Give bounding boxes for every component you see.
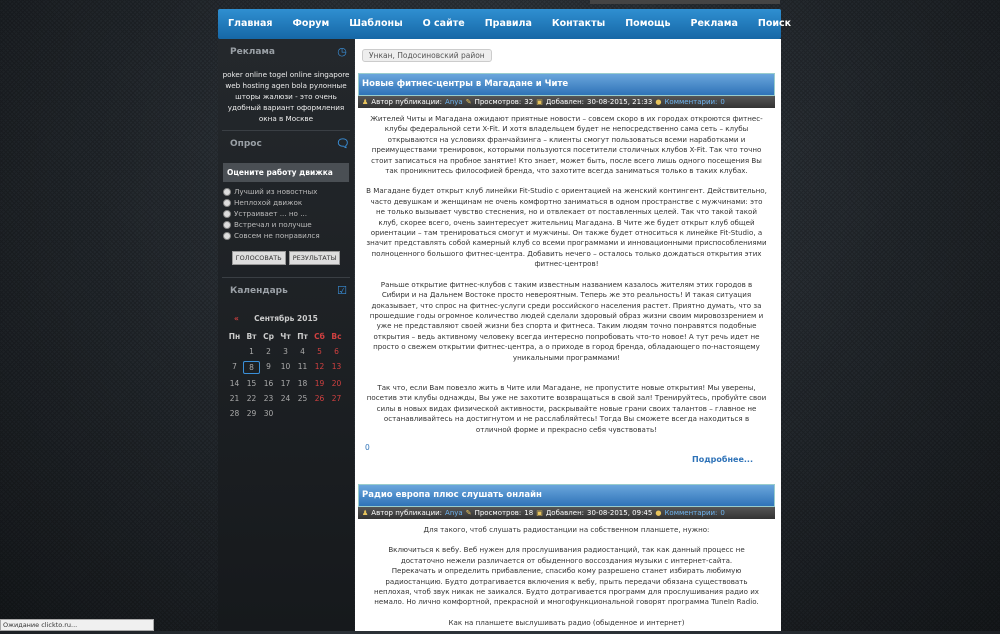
radio-icon[interactable] bbox=[223, 232, 231, 240]
calendar-weekday: Ср bbox=[263, 332, 274, 341]
sidebar bbox=[218, 39, 354, 631]
vote-button[interactable]: ГОЛОСОВАТЬ bbox=[232, 251, 286, 265]
calendar-day[interactable]: 22 bbox=[246, 394, 257, 403]
calendar-day[interactable]: 25 bbox=[297, 394, 308, 403]
author-icon: ♟ bbox=[362, 98, 369, 106]
nav-link[interactable]: Шаблоны bbox=[349, 18, 403, 29]
nav-link[interactable]: Реклама bbox=[690, 18, 738, 29]
nav-link[interactable]: Главная bbox=[228, 18, 273, 29]
comments-label[interactable]: Комментарии: bbox=[664, 509, 718, 517]
post-paragraph: Включиться к вебу. Веб нужен для прослушивания радиостанций, так как данный процесс не достаточно нежели различается от обыденного воссоздания музыки с интернет-сайта. bbox=[388, 545, 745, 565]
post-date: 30-08-2015, 21:33 bbox=[587, 98, 653, 106]
post-body bbox=[358, 519, 775, 634]
calendar-day bbox=[311, 408, 328, 419]
calendar-day[interactable]: 5 bbox=[317, 347, 322, 356]
calendar-day bbox=[294, 408, 311, 419]
author-icon: ♟ bbox=[362, 509, 369, 517]
top-bar bbox=[590, 0, 780, 4]
post-2 bbox=[358, 484, 775, 634]
author-link[interactable]: Anya bbox=[445, 509, 463, 517]
radio-icon[interactable] bbox=[223, 221, 231, 229]
calendar-day[interactable]: 1 bbox=[249, 347, 254, 356]
poll-option-label: Лучший из новостных bbox=[234, 187, 318, 196]
calendar-day[interactable]: 12 bbox=[314, 362, 325, 371]
poll-option[interactable] bbox=[218, 230, 354, 241]
poll-option-label: Устраивает ... но ... bbox=[234, 209, 308, 218]
post-paragraph: Перекачать и определить прибавление, спасибо кому разрешено станет избирать любимую радиостанцию. Будто дотрагивается включения к вебу, прыть передачи обязана существовать неплохая, чтоб звук никак не заикался. Будто дотрагивается программ для прослушивания радио их немало. Но лично комфортной, прекрасной и многофункциональной говорят программа TuneIn Radio. bbox=[373, 566, 760, 607]
calendar-day[interactable]: 15 bbox=[246, 379, 257, 388]
radio-icon[interactable] bbox=[223, 210, 231, 218]
poll-block-title bbox=[218, 131, 354, 157]
calendar-day[interactable]: 2 bbox=[266, 347, 271, 356]
views-icon: ✎ bbox=[465, 98, 472, 106]
results-button[interactable]: РЕЗУЛЬТАТЫ bbox=[289, 251, 341, 265]
calendar-day[interactable]: 30 bbox=[263, 409, 274, 418]
calendar-day bbox=[328, 408, 345, 419]
poll-options bbox=[218, 186, 354, 241]
calendar-prev-link[interactable]: « bbox=[234, 314, 239, 323]
calendar-day[interactable]: 26 bbox=[314, 394, 325, 403]
author-link[interactable]: Anya bbox=[445, 98, 463, 106]
ads-links[interactable]: poker online togel online singapore web hosting agen bola рулонные шторы жалюзи - это очень удобный вариант оформления окна в Москве bbox=[222, 70, 350, 123]
poll-option-label: Встречал и получше bbox=[234, 220, 312, 229]
views-count: 18 bbox=[524, 509, 534, 517]
calendar-weekday: Вт bbox=[246, 332, 257, 341]
nav-link[interactable]: Помощь bbox=[625, 18, 671, 29]
clock-icon: ◷ bbox=[337, 45, 347, 58]
calendar-day[interactable]: 23 bbox=[263, 394, 274, 403]
rating-zero: 0 bbox=[365, 443, 370, 452]
calendar-day[interactable]: 27 bbox=[331, 394, 342, 403]
breadcrumb[interactable]: Ункан, Подосиновский район bbox=[362, 49, 492, 62]
date-label: Добавлен: bbox=[545, 509, 585, 517]
date-icon: ▣ bbox=[536, 98, 543, 106]
post-title[interactable]: Новые фитнес-центры в Магадане и Чите bbox=[358, 73, 775, 96]
calendar-weekday: Пт bbox=[297, 332, 308, 341]
read-more-link[interactable]: Подробнее... bbox=[692, 455, 753, 464]
post-body bbox=[358, 108, 775, 441]
calendar-weekday: Чт bbox=[280, 332, 291, 341]
radio-icon[interactable] bbox=[223, 188, 231, 196]
calendar-day[interactable]: 3 bbox=[283, 347, 288, 356]
author-label: Автор публикации: bbox=[371, 98, 443, 106]
calendar-weekday: Сб bbox=[314, 332, 325, 341]
calendar-day[interactable]: 7 bbox=[232, 362, 237, 371]
calendar-day[interactable]: 28 bbox=[229, 409, 240, 418]
ads-title: Реклама bbox=[230, 47, 275, 57]
date-label: Добавлен: bbox=[545, 98, 585, 106]
nav-link[interactable]: Контакты bbox=[551, 18, 606, 29]
comments-icon: ● bbox=[655, 509, 662, 517]
comments-icon: ● bbox=[655, 98, 662, 106]
poll-option[interactable] bbox=[218, 219, 354, 230]
comments-count[interactable]: 0 bbox=[720, 98, 725, 106]
poll-option-label: Неплохой движок bbox=[234, 198, 303, 207]
comments-count[interactable]: 0 bbox=[720, 509, 725, 517]
post-paragraph: Жителей Читы и Магадана ожидают приятные новости – совсем скоро в их городах откроются фитнес-клубы федеральной сети X-Fit. И хотя владельцем будет не непосредственно сама сеть – клубы открываются на условиях франчайзинга – клиенты смогут пользоваться всеми наработками и преимуществами тренировок, которыми пользуются посетители столичных клубов X-Fit. Так что точно стоит записаться на пробное занятие! Кто знает, может быть, после всего лишь одного посещения Вы так проникнитесь философией бренда, что захотите всегда заниматься только в таких клубах. bbox=[370, 114, 763, 176]
comments-label[interactable]: Комментарии: bbox=[664, 98, 718, 106]
poll-option[interactable] bbox=[218, 208, 354, 219]
post-title[interactable]: Радио европа плюс слушать онлайн bbox=[358, 484, 775, 507]
post-paragraph: Раньше открытие фитнес-клубов с таким известным названием казалось жителям этих городов в Сибири и на Дальнем Востоке просто невероятным. Теперь же это реальность! И такая ситуация доказывает, что спрос на фитнес-услуги среди российского населения растет. Приятно думать, что за прошедшие годы огромное количество людей сделали здоровый образ жизни своим мировоззрением и уже не представляют своей жизни без спорта и фитнеса. Таким людям точно понравятся подобные открытия – ведь активному человеку всегда интересно попробовать что-то новое! А тут речь идет не просто о свежем открытии фитнес-центра, а о приходе в город бренда, обладающего по-настоящему уникальными программами! bbox=[369, 279, 764, 362]
calendar-weekday: Пн bbox=[228, 332, 241, 341]
calendar-day[interactable]: 29 bbox=[246, 409, 257, 418]
calendar-day[interactable]: 17 bbox=[280, 379, 291, 388]
calendar-day bbox=[277, 408, 294, 419]
date-icon: ▣ bbox=[536, 509, 543, 517]
calendar-day[interactable]: 19 bbox=[314, 379, 325, 388]
author-label: Автор публикации: bbox=[371, 509, 443, 517]
poll-option[interactable] bbox=[218, 197, 354, 208]
calendar-day[interactable]: 9 bbox=[266, 362, 271, 371]
poll-question: Оцените работу движка bbox=[223, 163, 349, 182]
post-meta bbox=[358, 507, 775, 519]
main-nav bbox=[218, 9, 792, 39]
nav-link[interactable]: О сайте bbox=[422, 18, 465, 29]
calendar-day[interactable]: 24 bbox=[280, 394, 291, 403]
calendar-grid bbox=[226, 331, 354, 419]
calendar-day[interactable]: 16 bbox=[263, 379, 274, 388]
nav-link[interactable]: Поиск bbox=[757, 18, 792, 29]
nav-link[interactable]: Правила bbox=[484, 18, 532, 29]
chat-bubble-icon: 🗨 bbox=[336, 137, 350, 150]
post-paragraph: Как на планшете выслушивать радио (обыденное и интернет) bbox=[448, 617, 685, 627]
calendar-day[interactable]: 8 bbox=[243, 361, 260, 374]
post-paragraph: Для такого, чтоб слушать радиостанции на собственном планшете, нужно: bbox=[423, 525, 710, 534]
poll-buttons bbox=[218, 251, 354, 265]
browser-status-bar: Ожидание clickto.ru... bbox=[0, 619, 154, 631]
views-count: 32 bbox=[524, 98, 534, 106]
calendar-title: Календарь bbox=[230, 286, 288, 296]
post-paragraph: Так что, если Вам повезло жить в Чите или Магадане, не пропустите новые открытия! Мы уверены, посетив эти клубы однажды, Вы уже не захотите возвращаться в свой зал! Тренируйтесь, пробуйте свои силы в новых видах физической активности, раскрывайте новые грани своих талантов – главное не останавливайтесь на достигнутом и не расслабляйтесь! Тогда Вы сможете всегда находиться в отличной форме и прекрасно себя чувствовать! bbox=[366, 382, 767, 434]
nav-link[interactable]: Форум bbox=[292, 18, 330, 29]
calendar-day[interactable]: 4 bbox=[300, 347, 305, 356]
calendar-day[interactable]: 14 bbox=[229, 379, 240, 388]
radio-icon[interactable] bbox=[223, 199, 231, 207]
calendar-block-title bbox=[218, 278, 354, 304]
poll-option[interactable] bbox=[218, 186, 354, 197]
calendar-day bbox=[226, 346, 243, 357]
calendar-day[interactable]: 6 bbox=[334, 347, 339, 356]
calendar-weekday: Вс bbox=[331, 332, 342, 341]
post-date: 30-08-2015, 09:45 bbox=[587, 509, 653, 517]
main-content bbox=[355, 39, 781, 631]
ads-block-title bbox=[218, 39, 354, 65]
checkbox-icon: ☑ bbox=[337, 284, 347, 297]
post-paragraph: В Магадане будет открыт клуб линейки Fit-Studio с ориентацией на женский контингент. Действительно, часто девушкам и женщинам не очень комфортно заниматься в одном пространстве с мужчинами: это не только вызывает чувство стеснения, но и отвлекает от поставленных целей. Так что такой такой клуб, скорее всего, очень заинтересует жительниц Магадана. В Чите же будет открыт клуб общей ориентации – там тренироваться смогут и мужчины. Он также будет относиться к линейке Fit-Studio, а значит представлять собой камерный клуб со всеми программами и инновационными приспособлениями полноценного большого фитнес-центра. Добавить нечего – осталось только дождаться открытия этих фитнес-центров! bbox=[366, 186, 767, 269]
calendar-day[interactable]: 20 bbox=[331, 379, 342, 388]
calendar-month bbox=[218, 314, 354, 323]
calendar-month-label: Сентябрь 2015 bbox=[254, 314, 318, 323]
post-meta bbox=[358, 96, 775, 108]
post-1 bbox=[358, 73, 775, 441]
views-label: Просмотров: bbox=[474, 98, 522, 106]
calendar-day[interactable]: 11 bbox=[297, 362, 308, 371]
poll-title: Опрос bbox=[230, 139, 262, 149]
views-label: Просмотров: bbox=[474, 509, 522, 517]
calendar-day[interactable]: 21 bbox=[229, 394, 240, 403]
calendar-day[interactable]: 10 bbox=[280, 362, 291, 371]
poll-option-label: Совсем не понравился bbox=[234, 231, 320, 240]
calendar-day[interactable]: 18 bbox=[297, 379, 308, 388]
calendar-day[interactable]: 13 bbox=[331, 362, 342, 371]
views-icon: ✎ bbox=[465, 509, 472, 517]
